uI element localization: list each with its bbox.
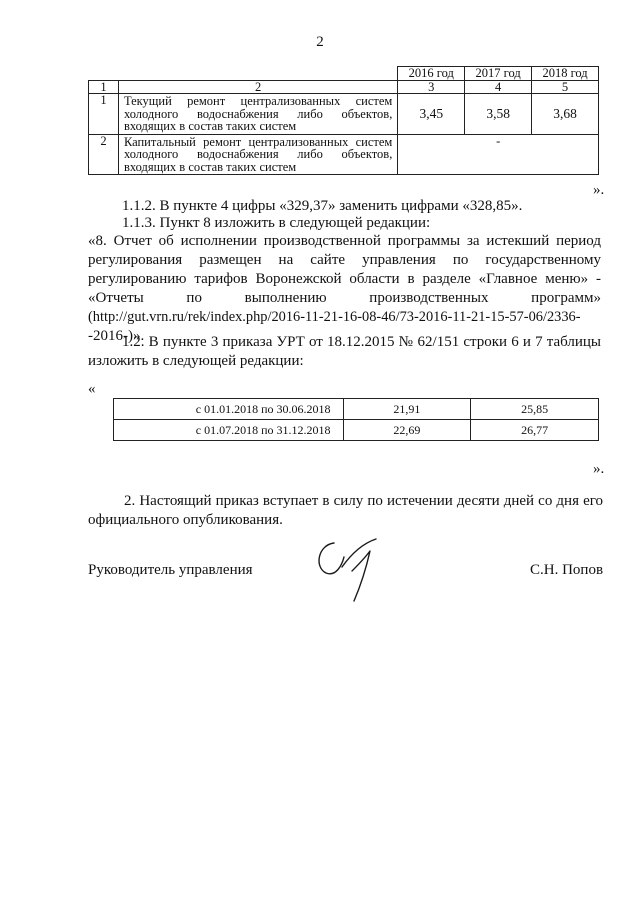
row-description: Капитальный ремонт централизованных систем холодного водоснабжения либо объектов, входящих в состав таких систем [118, 134, 397, 175]
table-header-row [89, 67, 599, 81]
table-row [89, 134, 599, 175]
row-value-2018: 3,68 [532, 94, 599, 135]
col-number: 4 [465, 80, 532, 94]
item-8-url: (http://gut.vrn.ru/rek/index.php/2016-11-21-16-08-46/73-2016-11-21-15-57-06/2336- [88, 309, 581, 325]
table-corner [89, 67, 398, 81]
row-value-2017: 3,58 [465, 94, 532, 135]
table-header-2018: 2018 год [532, 67, 599, 81]
table-row [114, 399, 599, 420]
value-cell: 21,91 [343, 399, 471, 420]
period-cell: с 01.07.2018 по 31.12.2018 [114, 420, 344, 441]
period-cell: с 01.01.2018 по 30.06.2018 [114, 399, 344, 420]
table-header-2016: 2016 год [398, 67, 465, 81]
item-8-line: -2016-)». [88, 328, 145, 344]
row-description: Текущий ремонт централизованных систем холодного водоснабжения либо объектов, входящих в состав таких систем [118, 94, 397, 135]
value-cell: 25,85 [471, 399, 599, 420]
item-8-line: «8. Отчет об исполнении производственной программы за истекший период [88, 233, 601, 249]
tariff-periods-table [113, 398, 599, 441]
table-header-2017: 2017 год [465, 67, 532, 81]
table-column-numbers-row [89, 80, 599, 94]
closing-quote: ». [593, 461, 605, 477]
paragraph-1-2-line: изложить в следующей редакции: [88, 353, 304, 369]
paragraph-2-line: 2. Настоящий приказ вступает в силу по истечении десяти дней со дня его [124, 493, 603, 509]
col-number: 3 [398, 80, 465, 94]
paragraph-1-1-3: 1.1.3. Пункт 8 изложить в следующей редакции: [122, 215, 431, 231]
handwritten-signature [312, 535, 392, 605]
page-number: 2 [316, 34, 324, 50]
row-number: 1 [89, 94, 119, 135]
item-8-line: регулирования размещен на сайте управления по государственному [88, 252, 601, 268]
closing-quote: ». [593, 182, 605, 198]
value-cell: 26,77 [471, 420, 599, 441]
table-row [89, 94, 599, 135]
signatory-title: Руководитель управления [88, 562, 253, 578]
row-number: 2 [89, 134, 119, 175]
row-merged-value: - [398, 134, 599, 175]
paragraph-1-1-2: 1.1.2. В пункте 4 цифры «329,37» заменить цифрами «328,85». [122, 198, 523, 214]
col-number: 5 [532, 80, 599, 94]
row-value-2016: 3,45 [398, 94, 465, 135]
value-cell: 22,69 [343, 420, 471, 441]
item-8-line: регулированию тарифов Воронежской области в разделе «Главное меню» - [88, 271, 601, 287]
opening-quote: « [88, 381, 96, 397]
paragraph-2-line: официального опубликования. [88, 512, 283, 528]
item-8-line: «Отчеты по выполнению производственных программ» [88, 290, 601, 306]
paragraph-1-2-line: 1.2. В пункте 3 приказа УРТ от 18.12.2015 № 62/151 строки 6 и 7 таблицы [122, 334, 601, 350]
col-number: 1 [89, 80, 119, 94]
table-row [114, 420, 599, 441]
signatory-name: С.Н. Попов [530, 562, 604, 578]
col-number: 2 [118, 80, 397, 94]
tariff-table [88, 66, 599, 175]
